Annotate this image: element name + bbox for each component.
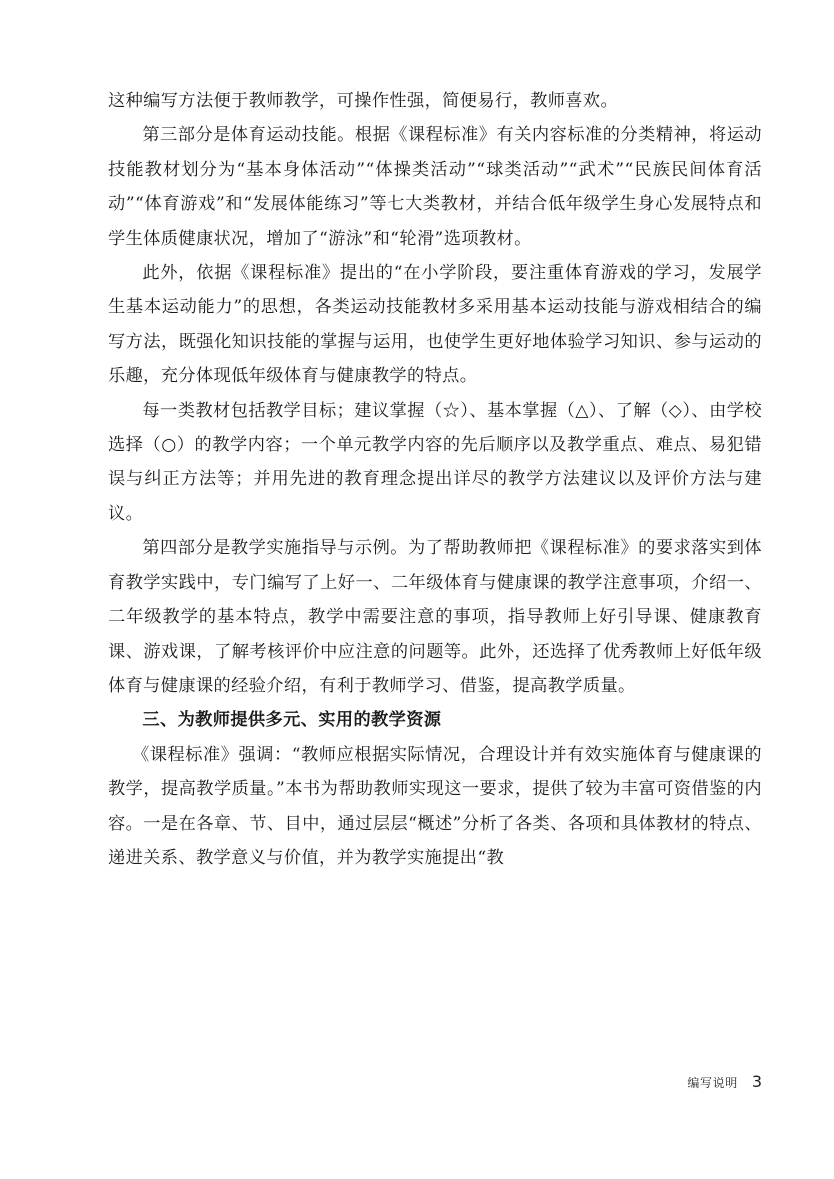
- paragraph-continued: 这种编写方法便于教师教学，可操作性强，简便易行，教师喜欢。: [108, 91, 619, 111]
- page-footer: [687, 1072, 762, 1091]
- paragraph-material-categories: 每一类教材包括教学目标；建议掌握（☆）、基本掌握（△）、了解（◇）、由学校选择（○）的教学内容；一个单元教学内容的先后顺序以及教学重点、难点、易犯错误与纠正方法等；并用先进的教育理念提出详尽的教学方法建议以及评价方法与建议。: [108, 400, 762, 524]
- paragraph-part-four: 第四部分是教学实施指导与示例。为了帮助教师把《课程标准》的要求落实到体育教学实践中，专门编写了上好一、二年级体育与健康课的教学注意事项，介绍一、二年级教学的基本特点，教学中需要注意的事项，指导教师上好引导课、健康教育课、游戏课，了解考核评价中应注意的问题等。此外，还选择了优秀教师上好低年级体育与健康课的经验介绍，有利于教师学习、借鉴，提高教学质量。: [108, 538, 762, 696]
- body-text: [108, 84, 762, 875]
- footer-section-label: 编写说明: [687, 1076, 738, 1090]
- page-number: 3: [751, 1072, 762, 1091]
- paragraph-curriculum-standard: 《课程标准》强调：“教师应根据实际情况，合理设计并有效实施体育与健康课的教学，提高教学质量。”本书为帮助教师实现这一要求，提供了较为丰富可资借鉴的内容。一是在各章、节、目中，通过层层“概述”分析了各类、各项和具体教材的特点、递进关系、教学意义与价值，并为教学实施提出“教: [108, 744, 762, 868]
- paragraph-additionally: 此外，依据《课程标准》提出的“在小学阶段，要注重体育游戏的学习，发展学生基本运动能力”的思想，各类运动技能教材多采用基本运动技能与游戏相结合的编写方法，既强化知识技能的掌握与运用，也使学生更好地体验学习知识、参与运动的乐趣，充分体现低年级体育与健康教学的特点。: [108, 263, 762, 387]
- section-heading: 三、为教师提供多元、实用的教学资源: [142, 710, 442, 731]
- paragraph-part-three: 第三部分是体育运动技能。根据《课程标准》有关内容标准的分类精神，将运动技能教材划分为“基本身体活动”“体操类活动”“球类活动”“武术”“民族民间体育活动”“体育游戏”和“发展体能练习”等七大类教材，并结合低年级学生身心发展特点和学生体质健康状况，增加了“游泳”和“轮滑”选项教材。: [108, 125, 762, 249]
